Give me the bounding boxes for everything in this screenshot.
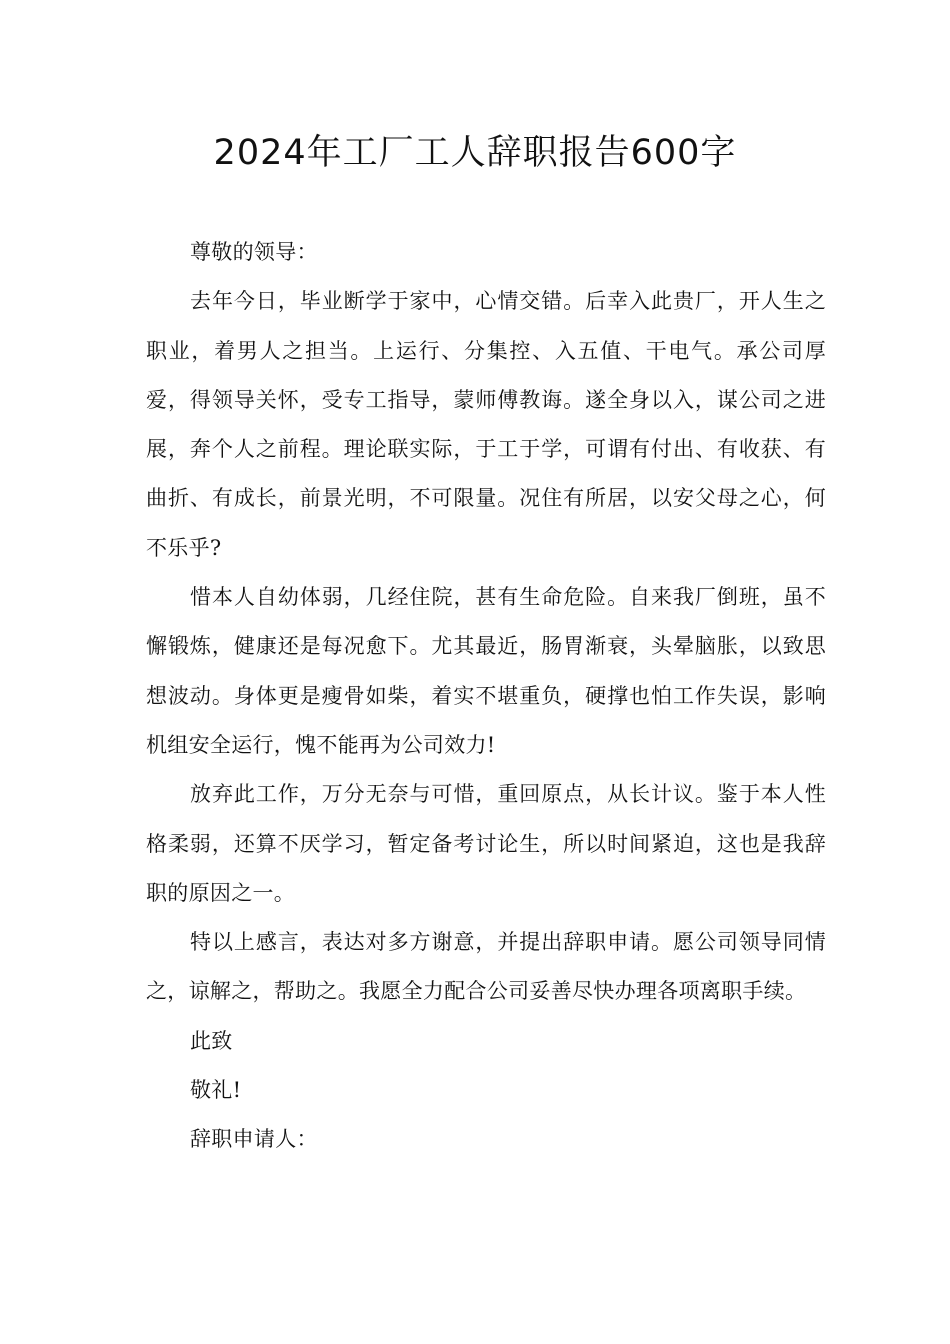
document-title: 2024年工厂工人辞职报告600字 — [213, 133, 737, 173]
signature-label: 辞职申请人： — [190, 1127, 318, 1152]
document-body — [146, 228, 826, 1165]
paragraph-4: 特以上感言，表达对多方谢意，并提出辞职申请。愿公司领导同情之，谅解之，帮助之。我愿全力配合公司妥善尽快办理各项离职手续。 — [146, 930, 826, 1004]
salutation: 尊敬的领导： — [190, 240, 318, 264]
paragraph-2: 惜本人自幼体弱，几经住院，甚有生命危险。自来我厂倒班，虽不懈锻炼，健康还是每况愈下。尤其最近，肠胃渐衰，头晕脑胀，以致思想波动。身体更是瘦骨如柴，着实不堪重负，硬撑也怕工作失误，影响机组安全运行，愧不能再为公司效力! — [146, 585, 826, 757]
paragraph-1: 去年今日，毕业断学于家中，心情交错。后幸入此贵厂，开人生之职业，着男人之担当。上运行、分集控、入五值、干电气。承公司厚爱，得领导关怀，受专工指导，蒙师傅教诲。遂全身以入，谋公司之进展，奔个人之前程。理论联实际，于工于学，可谓有付出、有收获、有曲折、有成长，前景光明，不可限量。况住有所居，以安父母之心，何不乐乎? — [146, 289, 826, 560]
paragraph-3: 放弃此工作，万分无奈与可惜，重回原点，从长计议。鉴于本人性格柔弱，还算不厌学习，暂定备考讨论生，所以时间紧迫，这也是我辞职的原因之一。 — [146, 782, 826, 905]
closing-line-2: 敬礼! — [190, 1078, 242, 1103]
closing-line-1: 此致 — [190, 1028, 233, 1053]
